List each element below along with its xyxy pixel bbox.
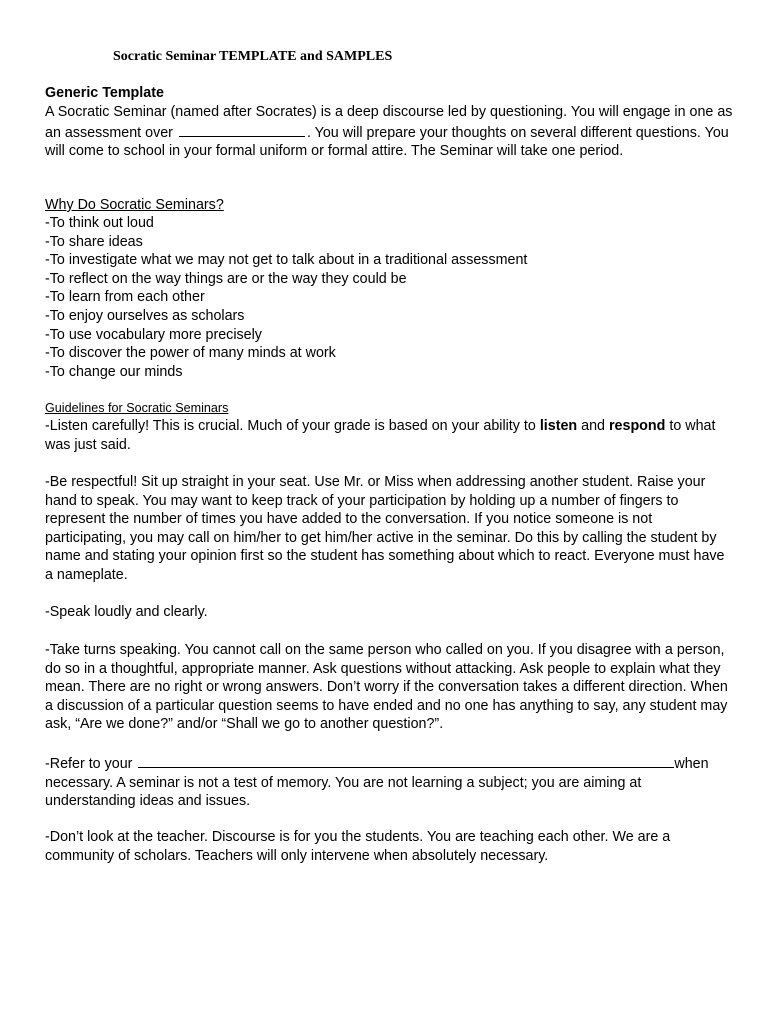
guidelines-heading: Guidelines for Socratic Seminars xyxy=(45,401,229,415)
guideline-refer xyxy=(45,753,735,811)
list-item: -To share ideas xyxy=(45,233,143,250)
listen-and: and xyxy=(581,418,605,434)
list-item: -To learn from each other xyxy=(45,289,205,306)
guideline-respect: -Be respectful! Sit up straight in your seat. Use Mr. or Miss when addressing another student. Raise your hand to speak. You may want to keep track of your participation by holding up a number of fingers to represent the number of times you have added to the conversation. If you notice someone is not participating, you may call on him/her to get him/her active in the seminar. Do this by calling the student by name and stating your opinion first so the student has something about which to react. Everyone must have a nameplate. xyxy=(45,474,725,583)
assessment-blank xyxy=(179,122,305,137)
reasons-list xyxy=(45,214,735,381)
guideline-speak: -Speak loudly and clearly. xyxy=(45,604,208,620)
guideline-listen xyxy=(45,417,735,454)
why-heading: Why Do Socratic Seminars? xyxy=(45,197,224,213)
list-item: -To reflect on the way things are or the way they could be xyxy=(45,270,407,287)
respond-emphasis: respond xyxy=(608,418,666,434)
refer-text: -Refer to your xyxy=(45,756,133,772)
listen-emphasis: listen xyxy=(539,418,578,434)
generic-template-intro xyxy=(45,103,735,161)
refer-blank xyxy=(138,753,674,768)
list-item: -To investigate what we may not get to talk about in a traditional assessment xyxy=(45,252,528,269)
list-item: -To think out loud xyxy=(45,215,154,231)
refer-text-end: when necessary. A seminar is not a test of memory. You are not learning a subject; you are aiming at understanding ideas and issues. xyxy=(45,756,709,810)
document-title: Socratic Seminar TEMPLATE and SAMPLES xyxy=(113,49,393,64)
list-item: -To enjoy ourselves as scholars xyxy=(45,307,245,324)
generic-template-heading: Generic Template xyxy=(45,85,164,101)
listen-text: -Listen carefully! This is crucial. Much of your grade is based on your ability to xyxy=(45,418,536,434)
intro-text-start: A Socratic Seminar (named after Socrates) is a deep discourse led by questioning. You will engage in one as an assessment over xyxy=(45,104,733,141)
list-item: -To use vocabulary more precisely xyxy=(45,326,262,343)
list-item: -To change our minds xyxy=(45,363,183,380)
guideline-teacher: -Don’t look at the teacher. Discourse is for you the students. You are teaching each other. We are a community of scholars. Teachers will only intervene when absolutely necessary. xyxy=(45,829,671,864)
list-item: -To discover the power of many minds at work xyxy=(45,345,336,362)
listen-text-end: to what was just said. xyxy=(45,418,716,453)
intro-text-end: . You will prepare your thoughts on several different questions. You will come to school in your formal uniform or formal attire. The Seminar will take one period. xyxy=(45,124,729,160)
guideline-turns: -Take turns speaking. You cannot call on the same person who called on you. If you disagree with a person, do so in a thoughtful, appropriate manner. Ask questions without attacking. Ask people to explain what they mean. There are no right or wrong answers. Don’t worry if the conversation takes a different direction. When a discussion of a particular question seems to have ended and no one has anything to say, any student may ask, “Are we done?” and/or “Shall we go to another question?”. xyxy=(45,642,728,733)
